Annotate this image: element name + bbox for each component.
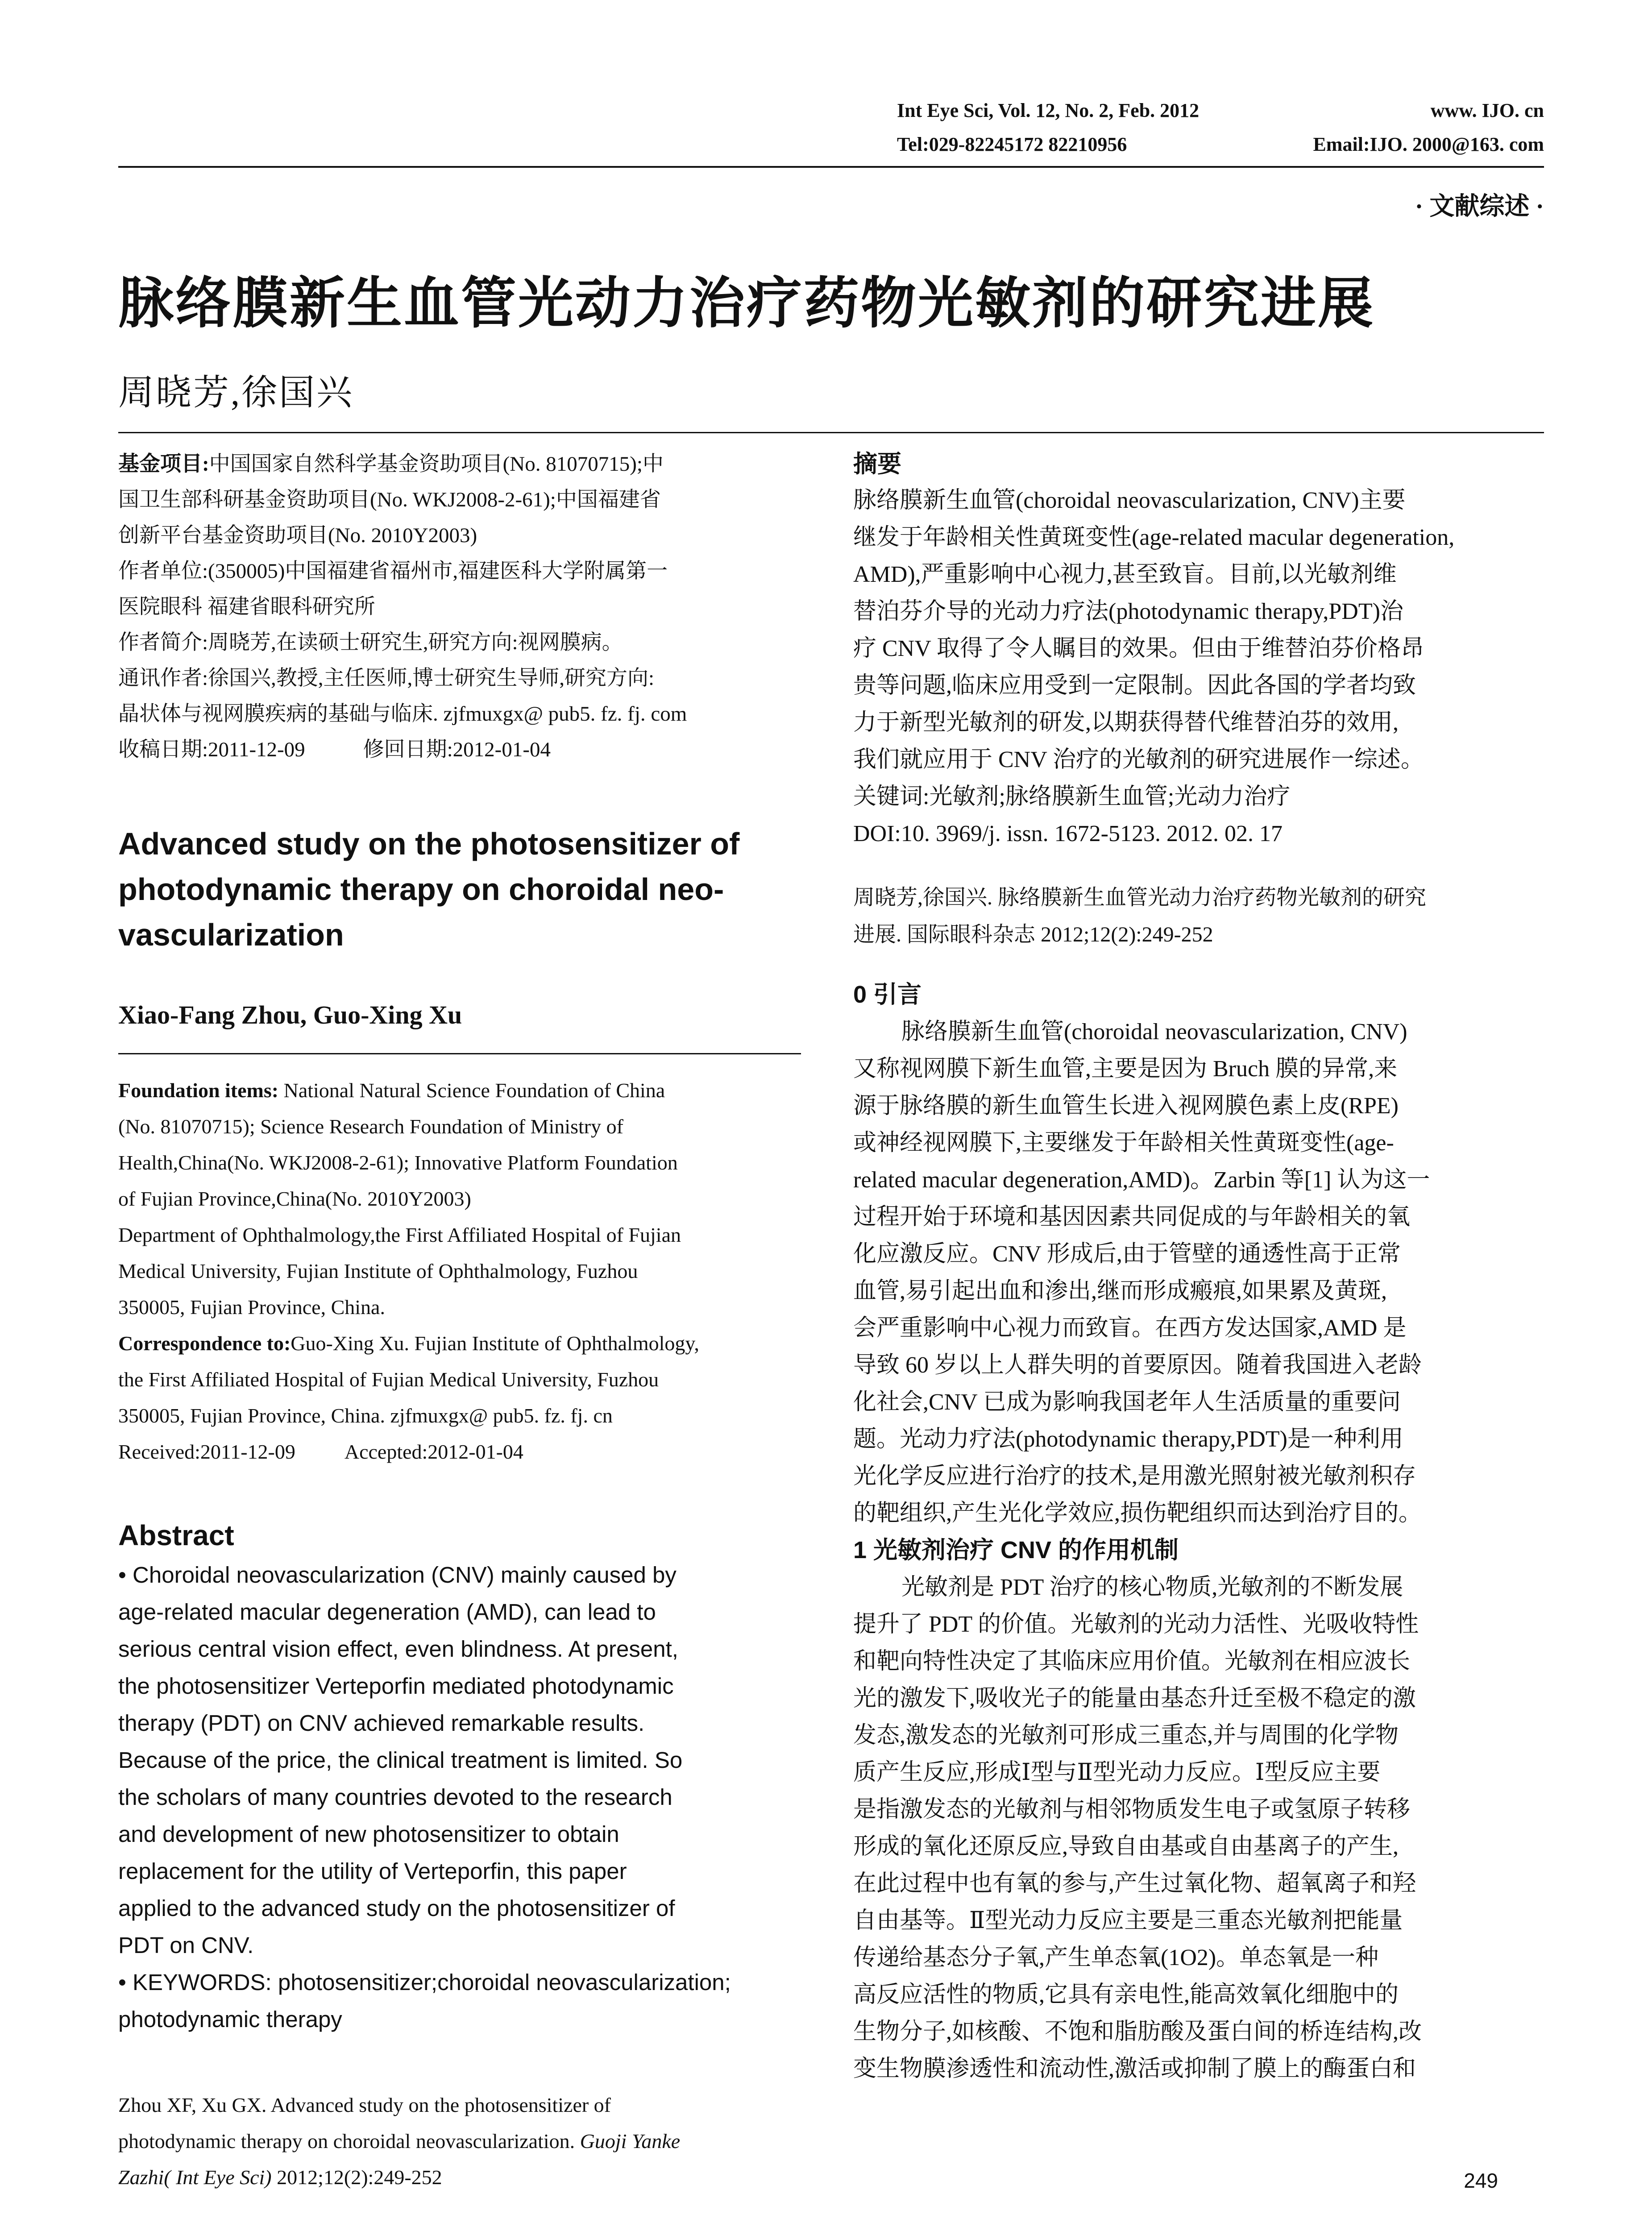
citation-en-line-2 [118,2123,801,2159]
section1-line: 在此过程中也有氧的参与,产生过氧化物、超氧离子和羟 [853,1871,1416,1896]
accepted-en: Accepted:2012-01-04 [344,1440,523,1463]
section1-line: 和靶向特性决定了其临床应用价值。光敏剂在相应波长 [853,1649,1411,1674]
citation-cn-line-2: 进展. 国际眼科杂志 2012;12(2):249-252 [853,923,1213,946]
foundation-block [118,1072,801,1470]
foundation-text: National Natural Science Foundation of China [278,1079,665,1102]
section1-line: 生物分子,如核酸、不饱和脂肪酸及蛋白间的桥连结构,改 [853,2019,1422,2044]
citation-en-text: photodynamic therapy on choroidal neovascularization. [118,2130,580,2152]
title-rule [118,432,1544,433]
article-title-en [118,821,801,958]
author-bio: 作者简介:周晓芳,在读硕士研究生,研究方向:视网膜病。 [118,631,623,654]
intro-line: 过程开始于环境和基因因素共同促成的与年龄相关的氧 [853,1204,1411,1230]
keywords-en-line: photodynamic therapy [118,2007,342,2032]
foundation-label: Foundation items: [118,1079,279,1102]
citation-cn [853,879,1544,953]
abstract-cn-line: 替泊芬介导的光动力疗法(photodynamic therapy,PDT)治 [853,599,1403,624]
foundation-line-3: Health,China(No. WKJ2008-2-61); Innovative Platform Foundation [118,1151,678,1174]
abstract-heading-en: Abstract [118,1519,234,1551]
correspondence-line-2: the First Affiliated Hospital of Fujian Medical University, Fuzhou [118,1368,659,1391]
intro-line: 会严重影响中心视力而致盲。在西方发达国家,AMD 是 [853,1315,1407,1341]
citation-en-volume: 2012;12(2):249-252 [271,2166,442,2189]
intro-line: 的靶组织,产生光化学效应,损伤靶组织而达到治疗目的。 [853,1501,1422,1526]
article-info-cn [118,446,801,767]
doi[interactable]: DOI:10. 3969/j. issn. 1672-5123. 2012. 02. 17 [853,821,1283,846]
title-en-line-1: Advanced study on the photosensitizer of [118,826,740,861]
section1-heading: 1 光敏剂治疗 CNV 的作用机制 [853,1537,1179,1563]
abstract-line: age-related macular degeneration (AMD), can lead to [118,1599,656,1625]
fund-line-3: 创新平台基金资助项目(No. 2010Y2003) [118,524,477,547]
intro-line: 或神经视网膜下,主要继发于年龄相关性黄斑变性(age- [853,1130,1394,1156]
intro-heading: 0 引言 [853,981,922,1008]
dept-line-1: Department of Ophthalmology,the First Affiliated Hospital of Fujian [118,1223,681,1246]
section1-line: 自由基等。Ⅱ型光动力反应主要是三重态光敏剂把能量 [853,1908,1403,1933]
correspondence-line-3: 350005, Fujian Province, China. zjfmuxgx@ pub5. fz. fj. cn [118,1404,613,1427]
revised-cn: 修回日期:2012-01-04 [363,738,551,761]
journal-header [897,99,1544,122]
abstract-line: the photosensitizer Verteporfin mediated photodynamic [118,1673,674,1699]
page-number: 249 [1464,2169,1498,2192]
dates-cn [118,732,801,767]
abstract-line: and development of new photosensitizer to obtain [118,1821,619,1847]
dept-line-3: 350005, Fujian Province, China. [118,1296,385,1319]
foundation-line-2: (No. 81070715); Science Research Foundation of Ministry of [118,1115,623,1138]
intro-line: 化应激反应。CNV 形成后,由于管壁的通透性高于正常 [853,1241,1401,1267]
intro-line: 脉络膜新生血管(choroidal neovascularization, CNV) [901,1019,1407,1045]
journal-issue: Int Eye Sci, Vol. 12, No. 2, Feb. 2012 [897,100,1200,121]
intro-line: 化社会,CNV 已成为影响我国老年人生活质量的重要问 [853,1389,1401,1415]
keywords-cn: 关键词:光敏剂;脉络膜新生血管;光动力治疗 [853,784,1291,809]
intro-line: 又称视网膜下新生血管,主要是因为 Bruch 膜的异常,来 [853,1056,1398,1082]
section1-line: 发态,激发态的光敏剂可形成三重态,并与周围的化学物 [853,1723,1399,1748]
journal-tel: Tel:029-82245172 82210956 [897,133,1127,155]
section1-line: 质产生反应,形成Ⅰ型与Ⅱ型光动力反应。Ⅰ型反应主要 [853,1760,1381,1785]
title-en-line-3: vascularization [118,917,344,952]
journal-website[interactable]: www. IJO. cn [1430,100,1544,121]
article-authors-cn: 周晓芳,徐国兴 [118,373,354,413]
dept-line-2: Medical University, Fujian Institute of Ophthalmology, Fuzhou [118,1260,638,1282]
unit-line-1: 作者单位:(350005)中国福建省福州市,福建医科大学附属第一 [118,560,668,583]
intro-line: 题。光动力疗法(photodynamic therapy,PDT)是一种利用 [853,1427,1403,1452]
intro-line: 导致 60 岁以上人群失明的首要原因。随着我国进入老龄 [853,1352,1422,1378]
citation-cn-line-1: 周晓芳,徐国兴. 脉络膜新生血管光动力治疗药物光敏剂的研究 [853,886,1427,909]
abstract-cn-line: AMD),严重影响中心视力,甚至致盲。目前,以光敏剂维 [853,562,1397,587]
abstract-line: therapy (PDT) on CNV achieved remarkable results. [118,1710,645,1736]
abstract-line: Because of the price, the clinical treatment is limited. So [118,1747,683,1773]
intro-body [853,1013,1544,1532]
received-cn: 收稿日期:2011-12-09 [118,738,305,761]
foundation-line-4: of Fujian Province,China(No. 2010Y2003) [118,1187,471,1210]
abstract-heading-cn: 摘要 [853,451,901,477]
abstract-line: applied to the advanced study on the photosensitizer of [118,1895,675,1921]
intro-line: 光化学反应进行治疗的技术,是用激光照射被光敏剂积存 [853,1464,1416,1489]
fund-label: 基金项目: [118,452,209,476]
correspondence-line-1 [118,1325,801,1361]
corr-line-1: 通讯作者:徐国兴,教授,主任医师,博士研究生导师,研究方向: [118,667,655,690]
intro-line: related macular degeneration,AMD)。Zarbin 等[1] 认为这一 [853,1167,1430,1193]
abstract-cn-line: 继发于年龄相关性黄斑变性(age-related macular degeneration, [853,525,1455,550]
dates-en [118,1434,801,1470]
article-title-cn: 脉络膜新生血管光动力治疗药物光敏剂的研究进展 [118,273,1375,334]
citation-en [118,2087,801,2195]
abstract-line: the scholars of many countries devoted to the research [118,1784,672,1810]
section1-line: 提升了 PDT 的价值。光敏剂的光动力活性、光吸收特性 [853,1612,1419,1637]
header-rule [118,166,1544,168]
intro-line: 血管,易引起出血和渗出,继而形成瘢痕,如果累及黄斑, [853,1278,1387,1304]
abstract-cn-line: 力于新型光敏剂的研发,以期获得替代维替泊芬的效用, [853,710,1399,735]
journal-contact [897,133,1544,156]
journal-email[interactable]: Email:IJO. 2000@163. com [1313,133,1544,155]
citation-en-line-1: Zhou XF, Xu GX. Advanced study on the photosensitizer of [118,2094,611,2116]
abstract-body-cn [853,482,1544,852]
section-tag: · 文献综述 · [1415,193,1544,220]
foundation-line-1 [118,1072,801,1108]
section1-line: 高反应活性的物质,它具有亲电性,能高效氧化细胞中的 [853,1982,1399,2007]
abstract-cn-line: 我们就应用于 CNV 治疗的光敏剂的研究进展作一综述。 [853,747,1424,772]
keywords-en-line: • KEYWORDS: photosensitizer;choroidal neovascularization; [118,1970,731,1995]
citation-en-journal-cont: Zazhi( Int Eye Sci) [118,2166,272,2189]
abstract-body-en [118,1556,801,2038]
citation-en-line-3 [118,2159,801,2195]
left-column [118,446,801,2195]
section1-line: 是指激发态的光敏剂与相邻物质发生电子或氢原子转移 [853,1797,1411,1822]
received-en: Received:2011-12-09 [118,1440,295,1463]
fund-line-1 [118,446,801,482]
abstract-line: PDT on CNV. [118,1932,254,1958]
article-authors-en: Xiao-Fang Zhou, Guo-Xing Xu [118,1000,462,1029]
correspondence-label: Correspondence to: [118,1332,291,1355]
section1-line: 光敏剂是 PDT 治疗的核心物质,光敏剂的不断发展 [901,1575,1403,1600]
abstract-line: • Choroidal neovascularization (CNV) mainly caused by [118,1562,677,1588]
abstract-line: serious central vision effect, even blindness. At present, [118,1636,678,1662]
abstract-line: replacement for the utility of Verteporfin, this paper [118,1858,627,1884]
corr-line-2: 晶状体与视网膜疾病的基础与临床. zjfmuxgx@ pub5. fz. fj. com [118,702,687,726]
fund-line-2: 国卫生部科研基金资助项目(No. WKJ2008-2-61);中国福建省 [118,488,661,511]
title-en-line-2: photodynamic therapy on choroidal neo- [118,872,724,907]
citation-en-journal: Guoji Yanke [580,2130,681,2152]
abstract-cn-line: 贵等问题,临床应用受到一定限制。因此各国的学者均致 [853,673,1416,698]
left-rule [118,1053,801,1054]
intro-line: 源于脉络膜的新生血管生长进入视网膜色素上皮(RPE) [853,1093,1399,1119]
abstract-cn-line: 疗 CNV 取得了令人瞩目的效果。但由于维替泊芬价格昂 [853,636,1424,661]
section1-line: 传递给基态分子氧,产生单态氧(1O2)。单态氧是一种 [853,1945,1379,1970]
abstract-cn-line: 脉络膜新生血管(choroidal neovascularization, CNV)主要 [853,488,1406,513]
right-column [853,446,1544,2087]
section1-body [853,1569,1544,2087]
fund-text: 中国国家自然科学基金资助项目(No. 81070715);中 [209,452,664,476]
unit-line-2: 医院眼科 福建省眼科研究所 [118,595,375,618]
section1-line: 光的激发下,吸收光子的能量由基态升迁至极不稳定的激 [853,1686,1416,1711]
correspondence-text: Guo-Xing Xu. Fujian Institute of Ophthalmology, [291,1332,699,1355]
section1-line: 变生物膜渗透性和流动性,激活或抑制了膜上的酶蛋白和 [853,2056,1416,2082]
section1-line: 形成的氧化还原反应,导致自由基或自由基离子的产生, [853,1834,1399,1859]
